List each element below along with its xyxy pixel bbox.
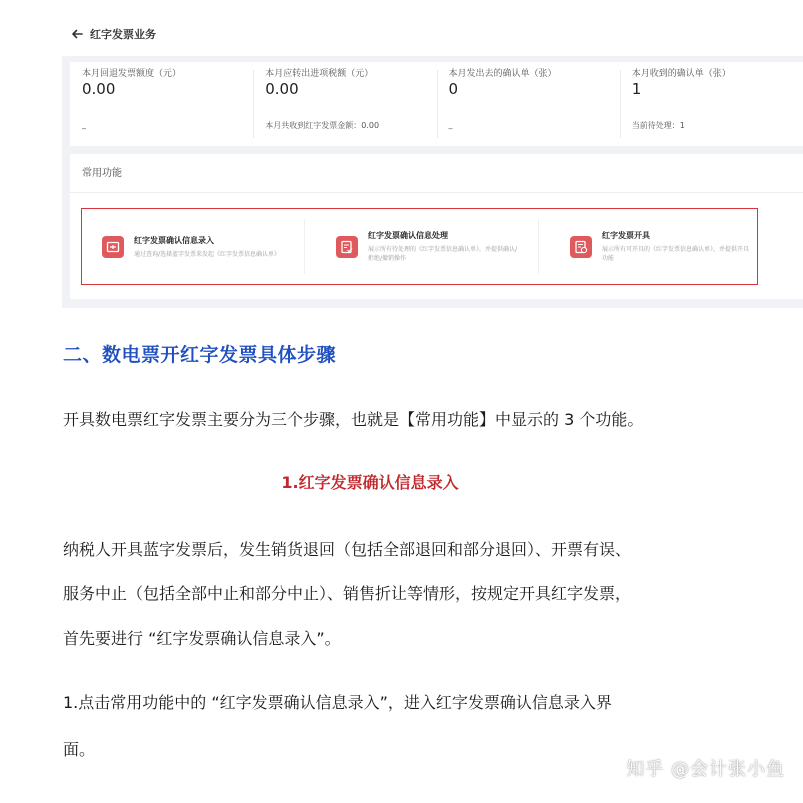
step-subheading: 1.红字发票确认信息录入 xyxy=(281,473,459,492)
stat-label: 本月应转出进项税额（元） xyxy=(265,69,374,79)
stat-label: 本月收到的确认单（张） xyxy=(631,69,731,79)
common-functions-panel xyxy=(70,154,803,299)
body-line: 纳税人开具蓝字发票后，发生销货退回（包括全部退回和部分退回）、开票有误、 xyxy=(63,540,632,559)
screenshot-title: 红字发票业务 xyxy=(90,28,156,41)
function-desc: 展示所有可开具的《红字发票信息确认单》，并提供开具功能 xyxy=(602,246,750,262)
function-title: 红字发票确认信息处理 xyxy=(368,231,448,240)
stat-card xyxy=(437,62,620,146)
stat-foot: 当前待处理：1 xyxy=(631,121,685,130)
invoice-issue-icon xyxy=(570,236,592,258)
functions-highlight-box xyxy=(81,208,758,285)
function-title: 红字发票开具 xyxy=(602,231,650,240)
stat-value: 1 xyxy=(631,80,642,98)
invoice-entry-icon xyxy=(102,236,124,258)
stat-label: 本月回退发票额度（元） xyxy=(82,69,182,79)
watermark: 知乎 @会计张小鱼 xyxy=(626,759,785,780)
divider xyxy=(70,192,803,193)
intro-paragraph: 开具数电票红字发票主要分为三个步骤，也就是【常用功能】中显示的 3 个功能。 xyxy=(63,410,644,429)
stat-card xyxy=(70,62,253,146)
stat-card xyxy=(620,62,803,146)
function-card-process[interactable] xyxy=(336,209,518,284)
function-separator xyxy=(304,219,305,274)
body-line: 服务中止（包括全部中止和部分中止）、销售折让等情形，按规定开具红字发票， xyxy=(63,584,632,603)
stat-foot: 本月共收到红字发票金额：0.00 xyxy=(265,121,380,130)
function-card-entry[interactable] xyxy=(102,209,284,284)
function-separator xyxy=(538,219,539,274)
stat-value: 0.00 xyxy=(265,80,299,98)
step-line: 1.点击常用功能中的 “红字发票确认信息录入”，进入红字发票确认信息录入界 xyxy=(63,693,612,712)
function-title: 红字发票确认信息录入 xyxy=(134,235,214,245)
section-heading: 二、数电票开红字发票具体步骤 xyxy=(63,344,337,366)
stat-foot: _ xyxy=(82,120,86,129)
common-functions-title: 常用功能 xyxy=(82,168,122,179)
invoice-process-icon xyxy=(336,236,358,258)
function-desc: 展示所有待处理的《红字发票信息确认单》，并提供确认/拒绝/撤销操作 xyxy=(368,246,518,262)
body-line: 首先要进行 “红字发票确认信息录入”。 xyxy=(63,629,341,648)
back-arrow-icon[interactable] xyxy=(70,27,84,41)
stat-label: 本月发出去的确认单（张） xyxy=(448,69,557,79)
function-card-issue[interactable] xyxy=(570,209,752,284)
function-desc: 通过查询/选择蓝字发票来发起《红字发票信息确认单》 xyxy=(134,250,281,258)
screenshot-header xyxy=(62,12,803,56)
stat-foot: _ xyxy=(448,120,453,129)
stats-panel xyxy=(70,62,803,146)
stat-value: 0.00 xyxy=(82,80,116,98)
stat-value: 0 xyxy=(448,80,459,98)
step-line: 面。 xyxy=(63,740,96,759)
embedded-screenshot xyxy=(62,12,803,308)
stat-card xyxy=(253,62,436,146)
